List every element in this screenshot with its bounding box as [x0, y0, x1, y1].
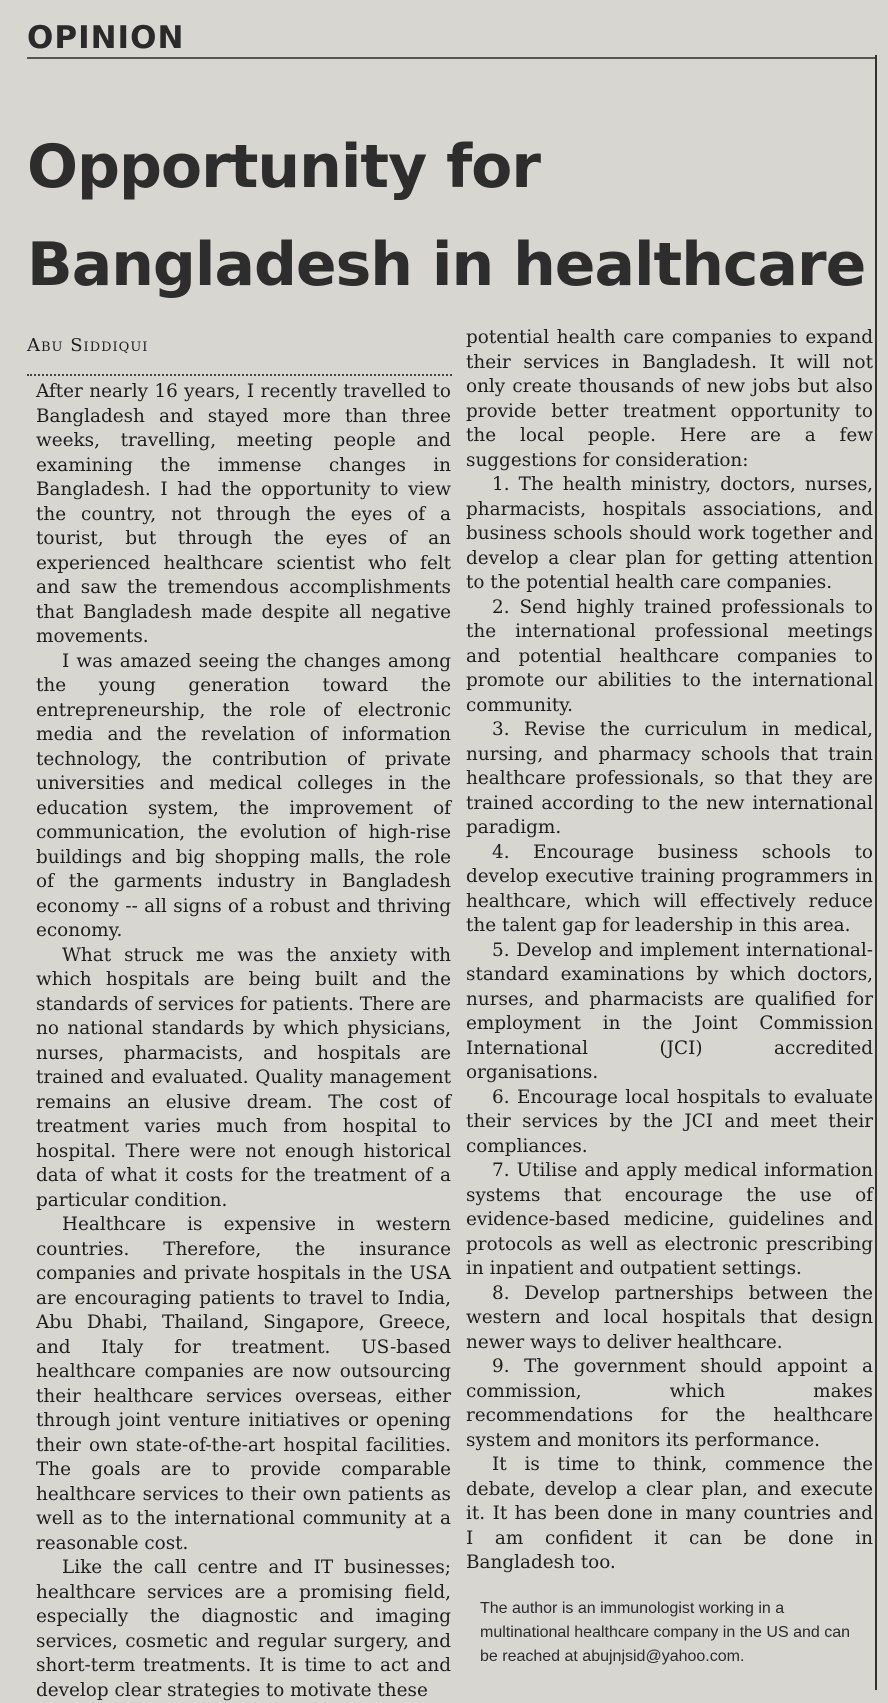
right-column [466, 326, 873, 1576]
list-item: 4. Encourage business schools to develop executive training programmers in healthcare, which will effectively reduce the talent gap for leadership in this area. [466, 841, 873, 936]
section-rule [27, 57, 875, 59]
paragraph: potential health care companies to expand their services in Bangladesh. It will not only create thousands of new jobs but also provide better treatment opportunity to the local people. Here are a few suggestions for consideration: [466, 327, 873, 471]
section-label: OPINION [27, 20, 185, 56]
left-column [36, 380, 451, 1703]
list-item: 7. Utilise and apply medical information systems that encourage the use of evidence-based medicine, guidelines and protocols as well as electronic prescribing in inpatient and outpatient settings. [466, 1160, 873, 1279]
list-item: 2. Send highly trained professionals to the international professional meetings and potential healthcare companies to promote our abilities to the international community. [466, 596, 873, 716]
paragraph: I was amazed seeing the changes among the young generation toward the entrepreneurship, the role of electronic media and the revelation of information technology, the contribution of private universities and medical colleges in the education system, the improvement of communication, the evolution of high-rise buildings and big shopping malls, the role of the garments industry in Bangladesh economy -- all signs of a robust and thriving economy. [36, 650, 451, 941]
paragraph: Like the call centre and IT businesses; healthcare services are a promising field, especially the diagnostic and imaging services, cosmetic and regular surgery, and short-term treatments. It is time to act and develop clear strategies to motivate these [36, 1557, 451, 1701]
byline-divider [27, 374, 452, 376]
list-item: 9. The government should appoint a commission, which makes recommendations for the healthcare system and monitors its performance. [466, 1356, 873, 1451]
paragraph: After nearly 16 years, I recently travelled to Bangladesh and stayed more than three weeks, travelling, meeting people and examining the immense changes in Bangladesh. I had the opportunity to view the country, not through the eyes of a tourist, but through the eyes of an experienced healthcare scientist who felt and saw the tremendous accomplishments that Bangladesh made despite all negative movements. [36, 381, 451, 647]
headline: Opportunity for Bangladesh in healthcare [27, 132, 866, 300]
list-item: 1. The health ministry, doctors, nurses, pharmacists, hospitals associations, and business schools should work together and develop a clear plan for getting attention to the potential health care companies. [466, 474, 873, 593]
paragraph: It is time to think, commence the debate, develop a clear plan, and execute it. It has been done in many countries and I am confident it can be done in Bangladesh too. [466, 1454, 873, 1573]
byline: Abu Siddiqui [27, 335, 149, 356]
list-item: 6. Encourage local hospitals to evaluate their services by the JCI and meet their compliances. [466, 1086, 873, 1157]
paragraph: Healthcare is expensive in western countries. Therefore, the insurance companies and private hospitals in the USA are encouraging patients to travel to India, Abu Dhabi, Thailand, Singapore, Greece, and Italy for treatment. US-based healthcare companies are now outsourcing their healthcare services overseas, either through joint venture initiatives or opening their own state-of-the-art hospital facilities. The goals are to provide comparable healthcare services to their own patients as well as to the international community at a reasonable cost. [36, 1214, 451, 1554]
list-item: 3. Revise the curriculum in medical, nursing, and pharmacy schools that train healthcare professionals, so that they are trained according to the new international paradigm. [466, 719, 873, 838]
author-note: The author is an immunologist working in a multinational healthcare company in the US and can be reached at abujnjsid@yahoo.com. [480, 1600, 850, 1665]
list-item: 8. Develop partnerships between the western and local hospitals that design newer ways to deliver healthcare. [466, 1282, 873, 1353]
paragraph: What struck me was the anxiety with which hospitals are being built and the standards of services for patients. There are no national standards by which physicians, nurses, pharmacists, and hospitals are trained and evaluated. Quality management remains an elusive dream. The cost of treatment varies much from hospital to hospital. There were not enough historical data of what it costs for the treatment of a particular condition. [36, 944, 451, 1211]
list-item: 5. Develop and implement international-standard examinations by which doctors, nurses, and pharmacists are qualified for employment in the Joint Commission International (JCI) accredited organisations. [466, 939, 873, 1083]
